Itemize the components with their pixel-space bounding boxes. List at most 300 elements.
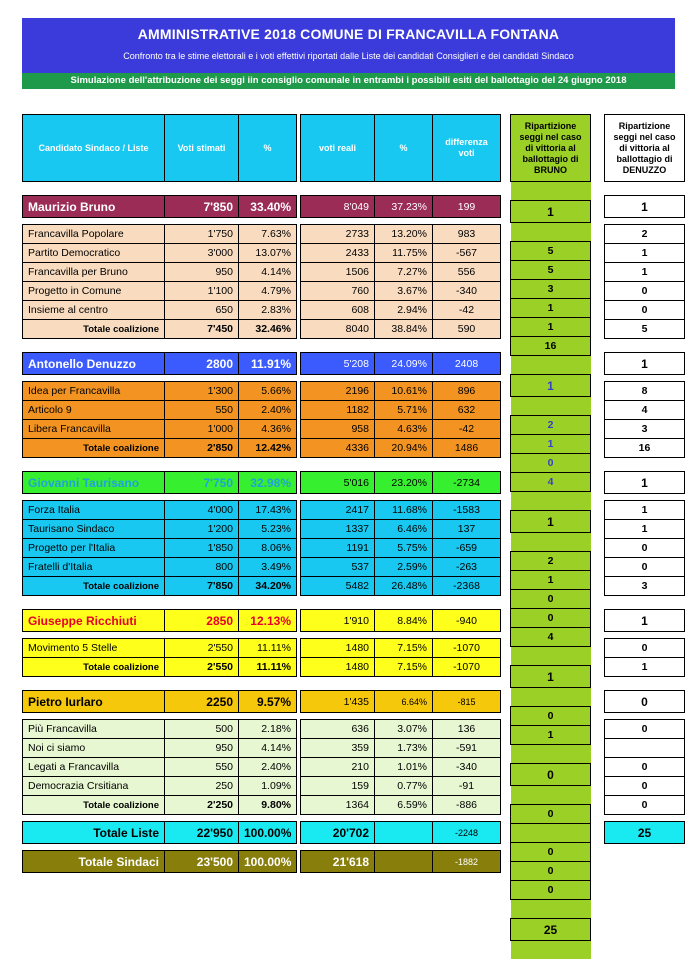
title-banner <box>22 18 675 73</box>
table-row <box>605 539 685 558</box>
estimated-votes: 500 <box>165 720 239 739</box>
seats-denuzzo: 0 <box>605 720 685 739</box>
seats-bruno: 2 <box>511 552 591 571</box>
row-label: Francavilla Popolare <box>23 225 165 244</box>
real-percent: 5.75% <box>375 539 433 558</box>
row-label: Democrazia Crsitiana <box>23 777 165 796</box>
vote-difference: -1070 <box>433 658 501 677</box>
row-label: Libera Francavilla <box>23 420 165 439</box>
header-percent: % <box>239 115 297 182</box>
vote-difference: -886 <box>433 796 501 815</box>
estimated-percent: 33.40% <box>239 196 297 218</box>
real-votes: 608 <box>301 301 375 320</box>
header-row <box>511 115 591 182</box>
real-votes: 8040 <box>301 320 375 339</box>
vote-difference: -591 <box>433 739 501 758</box>
row-label: Totale Sindaci <box>23 851 165 873</box>
table-row <box>23 577 297 596</box>
table-row <box>23 691 297 713</box>
estimated-votes: 7'450 <box>165 320 239 339</box>
seats-bruno: 1 <box>511 201 591 223</box>
table-row <box>511 318 591 337</box>
table-row <box>605 822 685 844</box>
seats-bruno: 5 <box>511 242 591 261</box>
table-row <box>23 539 297 558</box>
real-percent: 3.67% <box>375 282 433 301</box>
seats-bruno: 1 <box>511 511 591 533</box>
table-row <box>511 473 591 492</box>
vote-difference: -2734 <box>433 472 501 494</box>
real-percent: 7.15% <box>375 639 433 658</box>
seats-denuzzo: 0 <box>605 691 685 713</box>
real-percent: 13.20% <box>375 225 433 244</box>
seats-denuzzo: 3 <box>605 577 685 596</box>
table-row <box>23 282 297 301</box>
seats-denuzzo: 1 <box>605 263 685 282</box>
estimated-votes: 950 <box>165 263 239 282</box>
estimated-percent: 7.63% <box>239 225 297 244</box>
real-votes: 21'618 <box>301 851 375 873</box>
table-row <box>301 777 501 796</box>
real-votes: 1480 <box>301 639 375 658</box>
table-row <box>511 299 591 318</box>
vote-difference: 896 <box>433 382 501 401</box>
estimated-votes: 3'000 <box>165 244 239 263</box>
seats-bruno: 0 <box>511 609 591 628</box>
page-subtitle: Confronto tra le stime elettorali e i voti effettivi riportati dalle Liste dei candidati Consiglieri e dei candidati Sindaco <box>123 51 574 61</box>
real-percent: 6.59% <box>375 796 433 815</box>
table-row <box>605 691 685 713</box>
vote-difference: -567 <box>433 244 501 263</box>
table-row <box>23 439 297 458</box>
seats-bruno: 25 <box>511 919 591 941</box>
seats-denuzzo: 1 <box>605 658 685 677</box>
table-row <box>511 824 591 843</box>
vote-difference: -1583 <box>433 501 501 520</box>
table-row <box>23 420 297 439</box>
seats-bruno-table <box>510 114 591 980</box>
real-percent: 1.73% <box>375 739 433 758</box>
table-row <box>605 282 685 301</box>
row-label: Progetto per l'Italia <box>23 539 165 558</box>
real-votes: 958 <box>301 420 375 439</box>
estimated-votes: 2'850 <box>165 439 239 458</box>
vote-difference: -340 <box>433 282 501 301</box>
seats-denuzzo: 0 <box>605 301 685 320</box>
table-row <box>511 919 591 941</box>
table-row <box>301 577 501 596</box>
seats-bruno: 1 <box>511 318 591 337</box>
table-row <box>605 320 685 339</box>
seats-denuzzo: 1 <box>605 196 685 218</box>
estimated-percent: 4.79% <box>239 282 297 301</box>
table-row <box>23 739 297 758</box>
real-percent: 11.68% <box>375 501 433 520</box>
real-percent: 8.84% <box>375 610 433 632</box>
estimated-percent: 32.46% <box>239 320 297 339</box>
seats-denuzzo: 0 <box>605 639 685 658</box>
estimated-percent: 4.14% <box>239 739 297 758</box>
row-label: Articolo 9 <box>23 401 165 420</box>
vote-difference: 1486 <box>433 439 501 458</box>
estimated-votes: 250 <box>165 777 239 796</box>
seats-bruno: 0 <box>511 805 591 824</box>
table-row <box>301 639 501 658</box>
table-row <box>301 282 501 301</box>
estimated-percent: 9.57% <box>239 691 297 713</box>
table-row <box>511 201 591 223</box>
real-percent: 4.63% <box>375 420 433 439</box>
row-label: Pietro Iurlaro <box>23 691 165 713</box>
estimated-percent: 100.00% <box>239 851 297 873</box>
seats-bruno: 0 <box>511 881 591 900</box>
table-row <box>23 822 297 844</box>
row-label: Giovanni Taurisano <box>23 472 165 494</box>
table-row <box>23 472 297 494</box>
table-row <box>23 639 297 658</box>
real-votes: 210 <box>301 758 375 777</box>
row-label: Noi ci siamo <box>23 739 165 758</box>
table-row <box>23 501 297 520</box>
vote-difference: 137 <box>433 520 501 539</box>
real-votes: 537 <box>301 558 375 577</box>
table-row <box>301 720 501 739</box>
real-percent: 10.61% <box>375 382 433 401</box>
real-percent <box>375 851 433 873</box>
vote-difference: -2368 <box>433 577 501 596</box>
vote-difference: -340 <box>433 758 501 777</box>
seats-denuzzo: 8 <box>605 382 685 401</box>
seats-denuzzo: 1 <box>605 501 685 520</box>
seats-bruno: 1 <box>511 435 591 454</box>
table-row <box>605 301 685 320</box>
table-row <box>605 401 685 420</box>
seats-bruno <box>511 959 591 980</box>
vote-difference: -940 <box>433 610 501 632</box>
real-percent: 23.20% <box>375 472 433 494</box>
table-row <box>511 666 591 688</box>
table-row <box>301 301 501 320</box>
table-row <box>511 843 591 862</box>
row-label: Antonello Denuzzo <box>23 353 165 375</box>
header-estimated-votes: Voti stimati <box>165 115 239 182</box>
seats-denuzzo: 25 <box>605 822 685 844</box>
table-row <box>23 353 297 375</box>
real-percent: 0.77% <box>375 777 433 796</box>
table-row <box>605 353 685 375</box>
table-row <box>301 610 501 632</box>
table-row <box>511 337 591 356</box>
table-row <box>301 758 501 777</box>
table-row <box>605 739 685 758</box>
estimated-percent: 100.00% <box>239 822 297 844</box>
table-row <box>301 244 501 263</box>
estimated-percent: 4.36% <box>239 420 297 439</box>
table-row <box>301 382 501 401</box>
table-row <box>511 261 591 280</box>
vote-difference: -1882 <box>433 851 501 873</box>
table-row <box>23 558 297 577</box>
real-votes: 5'208 <box>301 353 375 375</box>
header-candidate: Candidato Sindaco / Liste <box>23 115 165 182</box>
real-percent: 37.23% <box>375 196 433 218</box>
estimated-votes: 2'550 <box>165 658 239 677</box>
table-row <box>605 501 685 520</box>
table-row <box>511 881 591 900</box>
vote-difference: 136 <box>433 720 501 739</box>
real-votes: 8'049 <box>301 196 375 218</box>
table-row <box>511 280 591 299</box>
row-label: Idea per Francavilla <box>23 382 165 401</box>
table-row <box>301 353 501 375</box>
estimated-percent: 2.40% <box>239 758 297 777</box>
real-percent: 24.09% <box>375 353 433 375</box>
seats-denuzzo: 5 <box>605 320 685 339</box>
estimated-votes: 950 <box>165 739 239 758</box>
row-label: Insieme al centro <box>23 301 165 320</box>
vote-difference: -263 <box>433 558 501 577</box>
seats-denuzzo: 1 <box>605 244 685 263</box>
seats-denuzzo: 0 <box>605 777 685 796</box>
estimated-percent: 11.11% <box>239 639 297 658</box>
seats-bruno: 0 <box>511 764 591 786</box>
estimated-votes: 23'500 <box>165 851 239 873</box>
table-row <box>511 571 591 590</box>
vote-difference: 556 <box>433 263 501 282</box>
estimated-percent: 1.09% <box>239 777 297 796</box>
seats-denuzzo: 0 <box>605 796 685 815</box>
estimated-percent: 2.40% <box>239 401 297 420</box>
real-votes: 359 <box>301 739 375 758</box>
row-label: Taurisano Sindaco <box>23 520 165 539</box>
real-percent <box>375 822 433 844</box>
table-row <box>23 225 297 244</box>
seats-denuzzo: 1 <box>605 520 685 539</box>
table-row <box>301 822 501 844</box>
table-row <box>605 558 685 577</box>
real-votes: 1480 <box>301 658 375 677</box>
estimated-votes: 2800 <box>165 353 239 375</box>
estimated-percent: 12.42% <box>239 439 297 458</box>
table-row <box>23 196 297 218</box>
header-row <box>301 115 501 182</box>
table-row <box>605 658 685 677</box>
table-row <box>23 610 297 632</box>
header-difference: differenza voti <box>433 115 501 182</box>
seats-bruno: 1 <box>511 375 591 397</box>
table-row <box>605 196 685 218</box>
row-label: Fratelli d'Italia <box>23 558 165 577</box>
estimates-table <box>22 114 297 873</box>
seats-bruno <box>511 824 591 843</box>
page-title: AMMINISTRATIVE 2018 COMUNE DI FRANCAVILLA FONTANA <box>137 26 560 42</box>
table-row <box>605 382 685 401</box>
table-row <box>605 720 685 739</box>
seats-bruno: 0 <box>511 590 591 609</box>
seats-denuzzo <box>605 739 685 758</box>
table-row <box>23 320 297 339</box>
row-label: Più Francavilla <box>23 720 165 739</box>
real-votes: 1182 <box>301 401 375 420</box>
seats-bruno: 0 <box>511 843 591 862</box>
real-percent: 2.59% <box>375 558 433 577</box>
estimated-percent: 5.66% <box>239 382 297 401</box>
real-votes: 5482 <box>301 577 375 596</box>
seats-denuzzo: 16 <box>605 439 685 458</box>
estimated-votes: 7'850 <box>165 577 239 596</box>
table-row <box>23 401 297 420</box>
vote-difference: 983 <box>433 225 501 244</box>
estimated-percent: 11.91% <box>239 353 297 375</box>
seats-bruno: 0 <box>511 862 591 881</box>
table-row <box>605 777 685 796</box>
seats-denuzzo: 0 <box>605 539 685 558</box>
seats-denuzzo: 0 <box>605 282 685 301</box>
table-row <box>511 416 591 435</box>
table-row <box>23 244 297 263</box>
seats-bruno: 0 <box>511 454 591 473</box>
seats-bruno: 2 <box>511 416 591 435</box>
header-row <box>605 115 685 182</box>
vote-difference: 632 <box>433 401 501 420</box>
seats-bruno: 1 <box>511 666 591 688</box>
estimated-votes: 800 <box>165 558 239 577</box>
table-row <box>23 796 297 815</box>
real-votes: 2196 <box>301 382 375 401</box>
estimated-votes: 7'750 <box>165 472 239 494</box>
table-row <box>23 263 297 282</box>
real-percent: 38.84% <box>375 320 433 339</box>
estimated-percent: 4.14% <box>239 263 297 282</box>
seats-denuzzo: 3 <box>605 420 685 439</box>
real-percent: 1.01% <box>375 758 433 777</box>
vote-difference: -42 <box>433 420 501 439</box>
table-row <box>23 777 297 796</box>
row-label: Totale coalizione <box>23 796 165 815</box>
estimated-votes: 2850 <box>165 610 239 632</box>
vote-difference: 199 <box>433 196 501 218</box>
estimated-percent: 17.43% <box>239 501 297 520</box>
table-row <box>511 726 591 745</box>
table-row <box>605 244 685 263</box>
seats-denuzzo: 4 <box>605 401 685 420</box>
vote-difference: -42 <box>433 301 501 320</box>
table-row <box>511 590 591 609</box>
real-percent: 11.75% <box>375 244 433 263</box>
table-row <box>605 850 685 871</box>
table-row <box>23 658 297 677</box>
table-row <box>605 758 685 777</box>
seats-bruno: 1 <box>511 726 591 745</box>
real-votes: 5'016 <box>301 472 375 494</box>
estimated-votes: 22'950 <box>165 822 239 844</box>
real-percent: 20.94% <box>375 439 433 458</box>
real-votes: 1'910 <box>301 610 375 632</box>
real-votes: 1191 <box>301 539 375 558</box>
table-row <box>23 851 297 873</box>
estimated-votes: 1'300 <box>165 382 239 401</box>
table-row <box>605 225 685 244</box>
row-label: Movimento 5 Stelle <box>23 639 165 658</box>
real-votes: 159 <box>301 777 375 796</box>
table-row <box>301 739 501 758</box>
table-row <box>23 301 297 320</box>
estimated-votes: 1'100 <box>165 282 239 301</box>
table-row <box>301 320 501 339</box>
row-label: Totale Liste <box>23 822 165 844</box>
table-row <box>511 242 591 261</box>
table-row <box>301 796 501 815</box>
estimated-percent: 34.20% <box>239 577 297 596</box>
seats-bruno: 1 <box>511 571 591 590</box>
table-row <box>301 263 501 282</box>
estimated-percent: 11.11% <box>239 658 297 677</box>
real-votes: 1364 <box>301 796 375 815</box>
estimated-percent: 9.80% <box>239 796 297 815</box>
estimated-votes: 2250 <box>165 691 239 713</box>
seats-denuzzo <box>605 850 685 871</box>
vote-difference: 2408 <box>433 353 501 375</box>
real-votes: 2417 <box>301 501 375 520</box>
real-votes: 2733 <box>301 225 375 244</box>
vote-difference: -1070 <box>433 639 501 658</box>
seats-bruno: 3 <box>511 280 591 299</box>
real-percent: 6.64% <box>375 691 433 713</box>
vote-difference: -91 <box>433 777 501 796</box>
header-seats-bruno: Ripartizione seggi nel caso di vittoria al ballottagio di BRUNO <box>511 115 591 182</box>
real-votes: 20'702 <box>301 822 375 844</box>
real-votes: 2433 <box>301 244 375 263</box>
row-label: Maurizio Bruno <box>23 196 165 218</box>
vote-difference: -2248 <box>433 822 501 844</box>
table-row <box>301 520 501 539</box>
table-row <box>301 691 501 713</box>
estimated-votes: 2'250 <box>165 796 239 815</box>
table-row <box>511 609 591 628</box>
estimated-votes: 7'850 <box>165 196 239 218</box>
estimated-percent: 2.83% <box>239 301 297 320</box>
table-row <box>301 439 501 458</box>
seats-bruno: 16 <box>511 337 591 356</box>
real-percent: 7.27% <box>375 263 433 282</box>
row-label: Totale coalizione <box>23 658 165 677</box>
estimated-votes: 650 <box>165 301 239 320</box>
real-votes: 1337 <box>301 520 375 539</box>
header-row <box>23 115 297 182</box>
simulation-banner: Simulazione dell'attribuzione dei seggi iin consiglio comunale in entrambi i possibili esiti del ballottagio del 24 giugno 2018 <box>22 73 675 89</box>
table-row <box>23 758 297 777</box>
header-seats-denuzzo: Ripartizione seggi nel caso di vittoria al ballottagio di DENUZZO <box>605 115 685 182</box>
header-real-votes: voti reali <box>301 115 375 182</box>
table-row <box>23 520 297 539</box>
table-row <box>301 196 501 218</box>
row-label: Forza Italia <box>23 501 165 520</box>
table-row <box>301 225 501 244</box>
estimated-votes: 1'000 <box>165 420 239 439</box>
table-row <box>23 720 297 739</box>
table-row <box>605 639 685 658</box>
table-row <box>605 577 685 596</box>
real-votes: 636 <box>301 720 375 739</box>
seats-bruno: 4 <box>511 628 591 647</box>
estimated-percent: 12.13% <box>239 610 297 632</box>
table-row <box>511 959 591 980</box>
table-row <box>301 539 501 558</box>
estimated-votes: 550 <box>165 401 239 420</box>
real-votes: 760 <box>301 282 375 301</box>
estimated-votes: 1'750 <box>165 225 239 244</box>
vote-difference: -815 <box>433 691 501 713</box>
